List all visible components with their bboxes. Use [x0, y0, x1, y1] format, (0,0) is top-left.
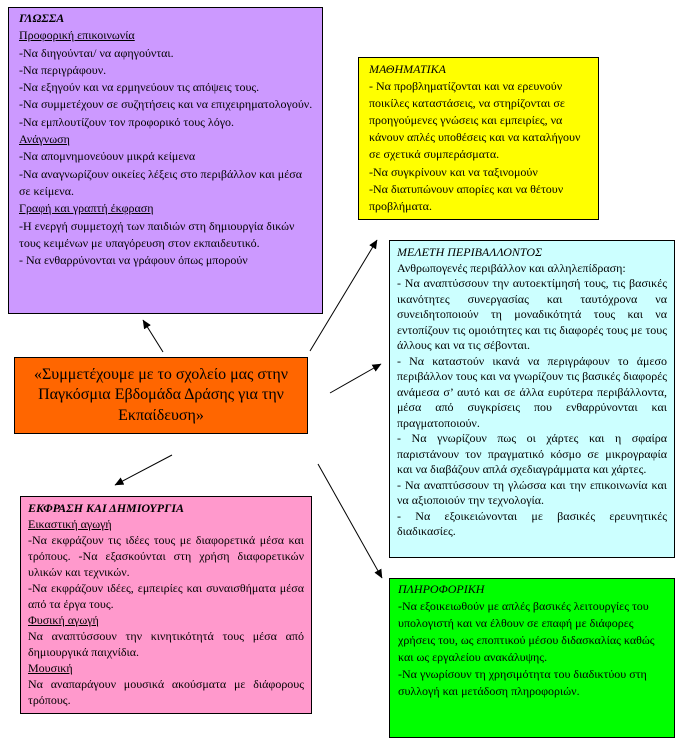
glossa-title: ΓΛΩΣΣΑ: [19, 11, 65, 25]
glossa-item: -Να απομνημονεύουν μικρά κείμενα: [19, 149, 196, 164]
ekfrasi-item: -Να εκφράζουν ιδέες, εμπειρίες και συναισθήματα μέσα από τα έργα τους.: [28, 581, 304, 611]
glossa-box: [8, 7, 323, 314]
ekfrasi-item: Να αναπαράγουν μουσικά ακούσματα με διάφορους τρόπους.: [28, 677, 304, 707]
meleti-item: - Να εξοικειώνονται με βασικές ερευνητικές διαδικασίες.: [397, 508, 667, 538]
ekfrasi-item: -Να εκφράζουν τις ιδέες τους με διαφορετικά μέσα και τρόπους. -Να εξασκούνται στη χρήση διαφορετικών υλικών και τεχνικών.: [28, 533, 304, 579]
center-theme-text: «Συμμετέχουμε με το σχολείο μας στην Παγκόσμια Εβδομάδα Δράσης για την Εκπαίδευση»: [33, 365, 289, 424]
ekfrasi-title: ΕΚΦΡΑΣΗ ΚΑΙ ΔΗΜΙΟΥΡΓΙΑ: [28, 501, 185, 515]
glossa-item: - Να ενθαρρύνονται να γράφουν όπως μπορούν: [19, 253, 248, 268]
meleti-subtitle: Ανθρωπογενές περιβάλλον και αλληλεπίδραση:: [397, 260, 626, 275]
glossa-item: -Να εξηγούν και να ερμηνεύουν τις απόψεις τους.: [19, 80, 260, 95]
ekfrasi-item: Να αναπτύσσουν την κινητικότητά τους μέσα από δημιουργικά παιχνίδια.: [28, 629, 304, 659]
pliroforiki-item: -Να γνωρίσουν τη χρησιμότητα του διαδικτύου στη συλλογή και μετάδοση πληροφοριών.: [398, 667, 647, 698]
glossa-item: -Η ενεργή συμμετοχή των παιδιών στη δημιουργία δικών τους κειμένων με υπαγόρευση στον εκπαιδευτικό.: [19, 218, 295, 250]
meleti-item: - Να γνωρίζουν πως οι χάρτες και η σφαίρα παριστάνουν τον πραγματικό κόσμο σε μικρογραφία και να διαβάζουν απλά σχεδιαγράμματα και χάρτες.: [397, 431, 667, 476]
pliroforiki-box: [389, 578, 675, 738]
meleti-box: [389, 240, 675, 558]
pliroforiki-item: -Να εξοικειωθούν με απλές βασικές λειτουργίες του υπολογιστή και να έλθουν σε επαφή με διάφορες χρήσεις του, ως εποπτικού μέσου διδασκαλίας καθώς και ως εργαλείου ανακάλυψης.: [398, 599, 655, 664]
pliroforiki-title: ΠΛΗΡΟΦΟΡΙΚΗ: [398, 582, 485, 596]
ekfrasi-heading-music: Μουσική: [28, 661, 73, 675]
mathimatika-title: ΜΑΘΗΜΑΤΙΚΑ: [369, 62, 447, 76]
glossa-item: -Να συμμετέχουν σε συζητήσεις και να επιχειρηματολογούν.: [19, 97, 313, 112]
ekfrasi-heading-art: Εικαστική αγωγή: [28, 517, 112, 531]
mathimatika-item: -Να διατυπώνουν απορίες και να θέτουν προβλήματα.: [369, 181, 564, 213]
glossa-heading-oral: Προφορική επικοινωνία: [19, 28, 135, 43]
arrow-to-glossa: [143, 320, 163, 352]
ekfrasi-heading-pe: Φυσική αγωγή: [28, 613, 99, 627]
glossa-item: -Να περιγράφουν.: [19, 62, 107, 77]
mathimatika-box: [358, 57, 599, 220]
ekfrasi-box: [20, 496, 312, 714]
arrow-to-meleti: [330, 364, 381, 393]
arrow-to-pliroforiki: [318, 464, 382, 578]
mathimatika-item: - Να προβληματίζονται και να ερευνούν ποικίλες καταστάσεις, να στηρίζονται σε προηγούμενες γνώσεις και εμπειρίες, να κάνουν απλές υποθέσεις και να καταλήγουν σε σχετικά συμπεράσματα.: [369, 79, 581, 162]
mathimatika-item: -Να συγκρίνουν και να ταξινομούν: [369, 164, 538, 179]
meleti-title: ΜΕΛΕΤΗ ΠΕΡΙΒΑΛΛΟΝΤΟΣ: [397, 245, 543, 259]
meleti-item: - Να αναπτύσσουν τη γλώσσα και την επικοινωνία και να αξιοποιούν την τεχνολογία.: [397, 477, 667, 507]
arrow-to-ekfrasi: [115, 455, 172, 485]
glossa-item: -Να διηγούνται/ να αφηγούνται.: [19, 45, 174, 60]
meleti-item: - Να αναπτύσσουν την αυτοεκτίμησή τους, τις βασικές ικανότητες συνεργασίας και ταυτόχρονα να συνειδητοποιούν τη μοναδικότητά τους και να εντοπίζουν τις ομοιότητες και τις διαφορές τους με τους άλλους και να τις σέβονται.: [397, 276, 667, 352]
meleti-item: - Να καταστούν ικανά να περιγράφουν το άμεσο περιβάλλον τους και να γνωρίζουν τις βασικές διαφορές ανάμεσα σ’ αυτό και σε άλλα ευρύτερα περιβάλλοντα, μέσα από συγκρίσεις που ενθαρρύνονται και πραγματοποιούν.: [397, 353, 667, 430]
glossa-heading-reading: Ανάγνωση: [19, 132, 70, 147]
center-theme-box: [14, 357, 308, 434]
glossa-item: -Να αναγνωρίζουν οικείες λέξεις στο περιβάλλον και μέσα σε κείμενα.: [19, 166, 302, 198]
glossa-item: -Να εμπλουτίζουν τον προφορικό τους λόγο.: [19, 114, 235, 129]
glossa-heading-writing: Γραφή και γραπτή έκφραση: [19, 201, 154, 216]
